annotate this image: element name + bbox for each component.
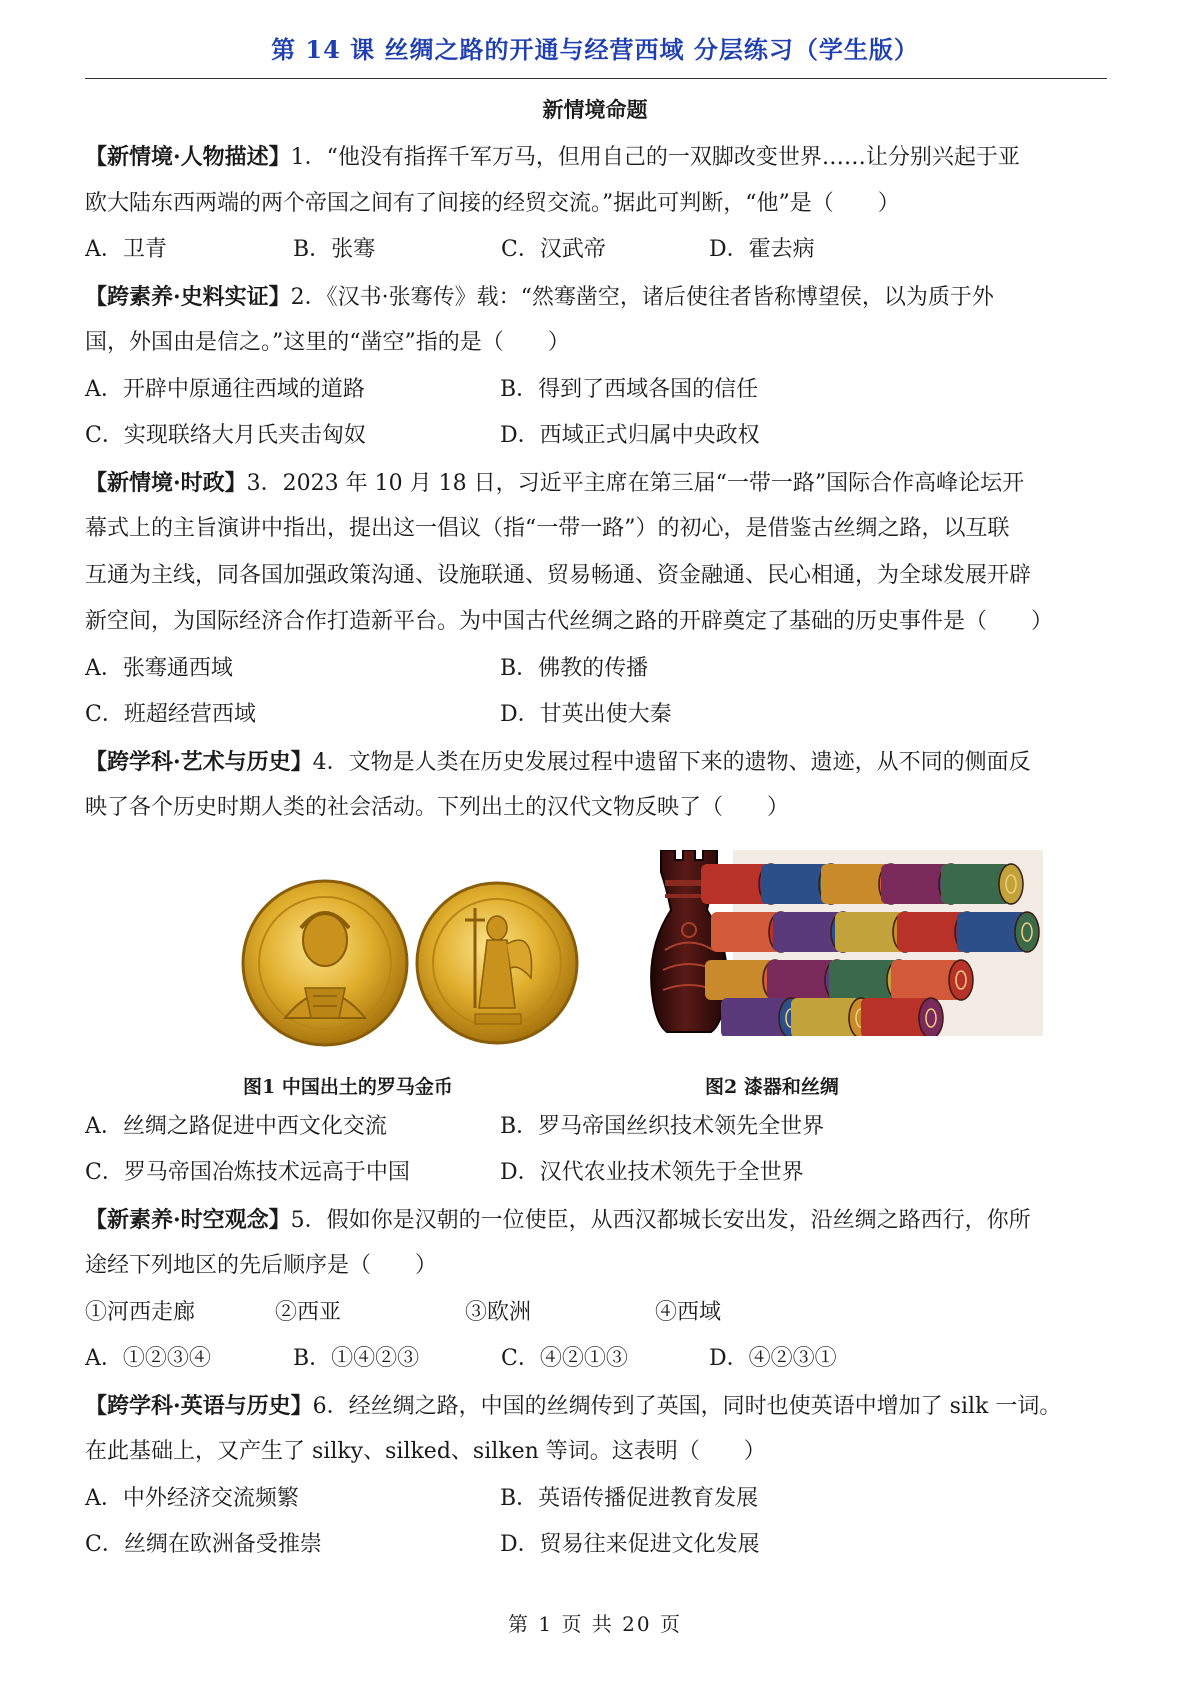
- silk-roll-end: [919, 998, 943, 1036]
- option-a[interactable]: A．①②③④: [85, 1346, 211, 1371]
- region-item: ①河西走廊: [85, 1299, 196, 1325]
- question-tag: 【跨学科·英语与历史】: [85, 1392, 313, 1419]
- answer-options: [85, 1336, 1107, 1383]
- silk-roll-end: [949, 960, 973, 1000]
- question-tag: 【新情境·人物描述】: [85, 144, 291, 170]
- option-c[interactable]: C．实现联络大月氏夹击匈奴: [85, 423, 366, 448]
- question-text: 互通为主线，同各国加强政策沟通、设施联通、贸易畅通、资金融通、民心相通，为全球发展开辟: [85, 562, 1032, 588]
- silk-roll-end: [1015, 912, 1039, 952]
- region-item: ②西亚: [275, 1299, 342, 1325]
- question-text: 2．《汉书·张骞传》载：“然骞凿空，诸后使往者皆称博望侯，以为质于外: [290, 284, 994, 310]
- answer-options: [85, 1522, 1107, 1569]
- question-text: 映了各个历史时期人类的社会活动。下列出土的汉代文物反映了（ ）: [85, 795, 790, 820]
- silk-roll-end: [999, 864, 1023, 904]
- figure-1-caption: 图1 中国出土的罗马金币: [243, 1075, 453, 1098]
- answer-options: [85, 646, 1107, 693]
- question-text: 3．2023 年 10 月 18 日，习近平主席在第三届“一带一路”国际合作高峰论坛开: [246, 470, 1025, 496]
- option-c[interactable]: C．罗马帝国冶炼技术远高于中国: [85, 1160, 410, 1185]
- option-c[interactable]: C．④②①③: [501, 1346, 628, 1371]
- question-list: [85, 134, 1107, 1569]
- question-1: [85, 134, 1107, 274]
- option-b[interactable]: B．英语传播促进教育发展: [500, 1485, 759, 1511]
- roman-gold-coins-image: [235, 868, 595, 1058]
- option-b[interactable]: B．罗马帝国丝织技术领先全世界: [500, 1113, 825, 1139]
- option-a[interactable]: A．丝绸之路促进中西文化交流: [85, 1113, 387, 1139]
- figure-2-caption: 图2 漆器和丝绸: [705, 1075, 839, 1098]
- lacquerware-and-silk-image: [641, 850, 1043, 1036]
- answer-options: [85, 1150, 1107, 1197]
- question-3: [85, 460, 1107, 739]
- question-text: 4．文物是人类在历史发展过程中遗留下来的遗物、遗迹，从不同的侧面反: [312, 749, 1031, 775]
- option-d[interactable]: D．甘英出使大秦: [500, 702, 672, 727]
- option-d[interactable]: D．贸易往来促进文化发展: [500, 1532, 760, 1557]
- document-title: 第 14 课 丝绸之路的开通与经营西域 分层练习（学生版）: [271, 35, 919, 64]
- answer-options: [85, 692, 1107, 739]
- option-c[interactable]: C．丝绸在欧洲备受推崇: [85, 1532, 322, 1557]
- coin-obverse: [243, 881, 407, 1045]
- region-item: ③欧洲: [465, 1299, 532, 1325]
- page-number: 第 1 页 共 20 页: [508, 1612, 682, 1636]
- silk-rolls: [701, 850, 1043, 1036]
- answer-options: [85, 367, 1107, 414]
- option-d[interactable]: D．霍去病: [709, 237, 815, 262]
- answer-options: [85, 1476, 1107, 1523]
- question-2: [85, 274, 1107, 460]
- option-a[interactable]: A．开辟中原通往西域的道路: [85, 376, 365, 402]
- option-a[interactable]: A．卫青: [85, 237, 167, 262]
- question-5: [85, 1197, 1107, 1383]
- option-c[interactable]: C．汉武帝: [501, 237, 606, 262]
- question-text: 国，外国由是信之。”这里的“凿空”指的是（ ）: [85, 330, 570, 355]
- question-tag: 【跨素养·史料实证】: [85, 283, 291, 310]
- question-tag: 【跨学科·艺术与历史】: [85, 748, 313, 775]
- question-tag: 【新素养·时空观念】: [85, 1206, 291, 1233]
- option-b[interactable]: B．张骞: [293, 237, 376, 262]
- question-4: [85, 739, 1107, 1197]
- coin-reverse: [417, 883, 577, 1043]
- section-title: 新情境命题: [542, 97, 648, 122]
- question-6: [85, 1383, 1107, 1569]
- option-b[interactable]: B．佛教的传播: [500, 655, 649, 681]
- answer-options: [85, 227, 1107, 274]
- question-text: 在此基础上，又产生了 silky、silked、silken 等词。这表明（ ）: [85, 1439, 766, 1464]
- question-tag: 【新情境·时政】: [85, 469, 247, 496]
- question-text: 欧大陆东西两端的两个帝国之间有了间接的经贸交流。”据此可判断，“他”是（ ）: [85, 190, 900, 216]
- option-d[interactable]: D．汉代农业技术领先于全世界: [500, 1160, 804, 1185]
- header-divider: [85, 78, 1107, 79]
- question-text: 新空间，为国际经济合作打造新平台。为中国古代丝绸之路的开辟奠定了基础的历史事件是（ ）: [85, 609, 1054, 634]
- question-text: 1．“他没有指挥千军万马，但用自己的一双脚改变世界……让分别兴起于亚: [290, 145, 1020, 170]
- question-text: 6．经丝绸之路，中国的丝绸传到了英国，同时也使英语中增加了 silk 一词。: [312, 1393, 1062, 1419]
- option-b[interactable]: B．得到了西域各国的信任: [500, 376, 759, 402]
- option-b[interactable]: B．①④②③: [293, 1346, 420, 1371]
- question-text: 途经下列地区的先后顺序是（ ）: [85, 1253, 438, 1278]
- region-item: ④西域: [655, 1299, 722, 1325]
- figure-area: [85, 832, 1107, 1104]
- option-a[interactable]: A．张骞通西域: [85, 655, 233, 681]
- option-a[interactable]: A．中外经济交流频繁: [85, 1485, 299, 1511]
- question-text: 幕式上的主旨演讲中指出，提出这一倡议（指“一带一路”）的初心，是借鉴古丝绸之路，以互联: [85, 516, 1010, 541]
- option-d[interactable]: D．西域正式归属中央政权: [500, 423, 760, 448]
- option-d[interactable]: D．④②③①: [709, 1346, 837, 1371]
- answer-options: [85, 1104, 1107, 1151]
- option-c[interactable]: C．班超经营西域: [85, 702, 256, 727]
- region-list: [85, 1290, 1107, 1337]
- answer-options: [85, 413, 1107, 460]
- question-text: 5．假如你是汉朝的一位使臣，从西汉都城长安出发，沿丝绸之路西行，你所: [290, 1207, 1031, 1233]
